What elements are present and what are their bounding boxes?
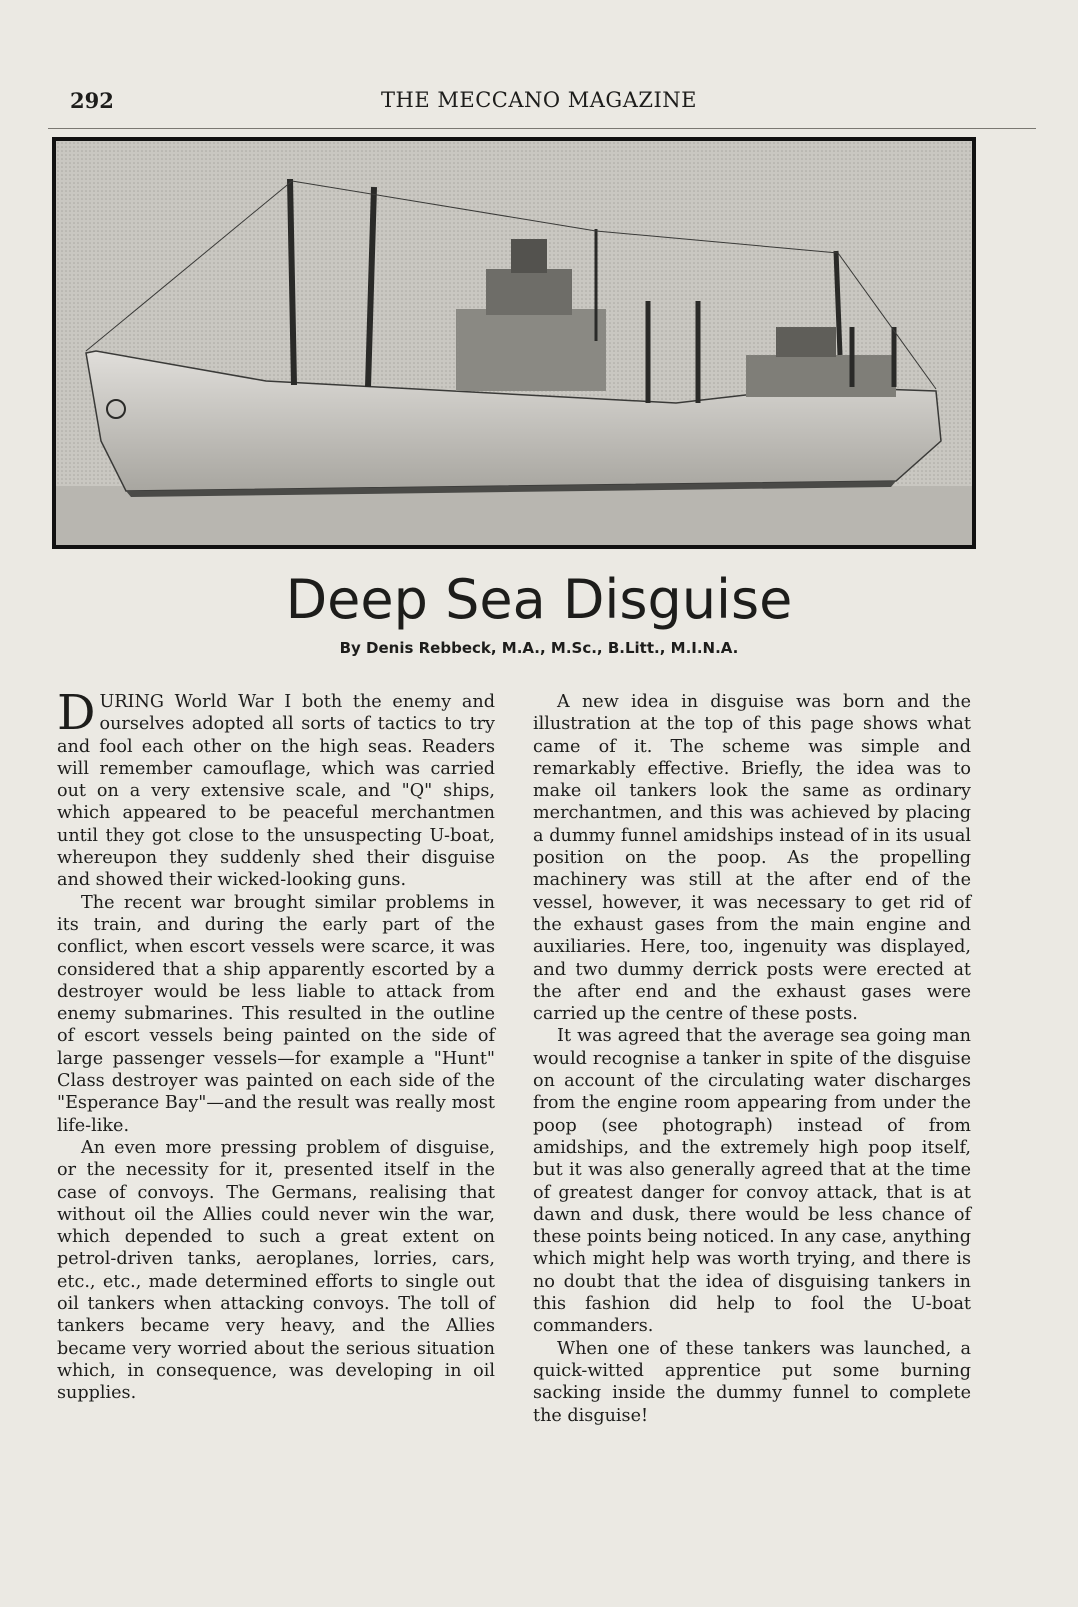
ship-illustration: [56, 141, 972, 545]
article-byline: By Denis Rebbeck, M.A., M.Sc., B.Litt., M.I.N.A.: [339, 639, 739, 657]
paragraph: An even more pressing problem of disguise, or the necessity for it, presented itself in the case of convoys. The Germans, realising that without oil the Allies could never win the war, which depended to such a great extent on petrol-driven tanks, aeroplanes, lorries, cars, etc., etc., made determined efforts to single out oil tankers when attacking convoys. The toll of tankers became very heavy, and the Allies became very worried about the serious situation which, in consequence, was developing in oil supplies.: [57, 1137, 495, 1404]
right-column: [533, 691, 971, 1427]
paragraph: [57, 685, 495, 892]
article-title: Deep Sea Disguise: [285, 568, 793, 631]
drop-cap: D: [57, 685, 96, 741]
magazine-title: THE MECCANO MAGAZINE: [381, 88, 697, 112]
paragraph: A new idea in disguise was born and the illustration at the top of this page shows what came of it. The scheme was simple and remarkably effective. Briefly, the idea was to make oil tankers look the same as ordinary merchantmen, and this was achieved by placing a dummy funnel amidships instead of in its usual position on the poop. As the propelling machinery was still at the after end of the vessel, however, it was necessary to get rid of the exhaust gases from the main engine and auxiliaries. Here, too, ingenuity was displayed, and two dummy derrick posts were erected at the after end and the exhaust gases were carried up the centre of these posts.: [533, 692, 971, 1025]
paragraph: The recent war brought similar problems in its train, and during the early part of the conflict, when escort vessels were scarce, it was considered that a ship apparently escorted by a destroyer would be less liable to attack from enemy submarines. This resulted in the outline of escort vessels being painted on the side of large passenger vessels—for example a "Hunt" Class destroyer was painted on each side of the "Esperance Bay"—and the result was really most life-like.: [57, 892, 495, 1136]
page-number: 292: [70, 88, 114, 113]
header-rule: [48, 128, 1036, 129]
left-column: [57, 685, 495, 1405]
paragraph: When one of these tankers was launched, a quick-witted apprentice put some burning sacking inside the dummy funnel to complete the disguise!: [533, 1338, 971, 1426]
paragraph: It was agreed that the average sea going man would recognise a tanker in spite of the disguise on account of the circulating water discharges from the engine room appearing from under the poop (see photograph) instead of from amidships, and the extremely high poop itself, but it was also generally agreed that at the time of greatest danger for convoy attack, that is at dawn and dusk, there would be less chance of these points being noticed. In any case, anything which might help was worth trying, and there is no doubt that the idea of disguising tankers in this fashion did help to fool the U-boat commanders.: [533, 1026, 971, 1337]
paragraph-text: URING World War I both the enemy and ourselves adopted all sorts of tactics to try and fool each other on the high seas. Readers will remember camouflage, which was carried out on a very extensive scale, and "Q" ships, which appeared to be peaceful merchantmen until they got close to the unsuspecting U-boat, whereupon they suddenly shed their disguise and showed their wicked-looking guns.: [57, 692, 495, 891]
disguised-tanker-photo: [52, 137, 976, 549]
